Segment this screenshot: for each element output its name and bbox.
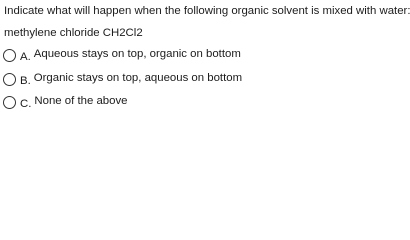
radio-button-b[interactable]	[3, 73, 16, 86]
option-c-letter: C.	[20, 98, 32, 110]
solvent-text: methylene chloride CH2Cl2	[4, 27, 143, 39]
radio-button-a[interactable]	[3, 49, 16, 62]
option-a[interactable]	[3, 47, 241, 63]
option-c-label: None of the above	[34, 95, 128, 107]
option-c[interactable]	[3, 94, 128, 110]
option-a-label: Aqueous stays on top, organic on bottom	[33, 48, 241, 60]
option-a-letter: A.	[20, 51, 31, 63]
option-b[interactable]	[3, 71, 242, 87]
option-b-label: Organic stays on top, aqueous on bottom	[33, 72, 243, 84]
radio-button-c[interactable]	[3, 96, 16, 109]
option-b-letter: B.	[20, 75, 31, 87]
question-text: Indicate what will happen when the following organic solvent is mixed with water:	[4, 5, 410, 17]
